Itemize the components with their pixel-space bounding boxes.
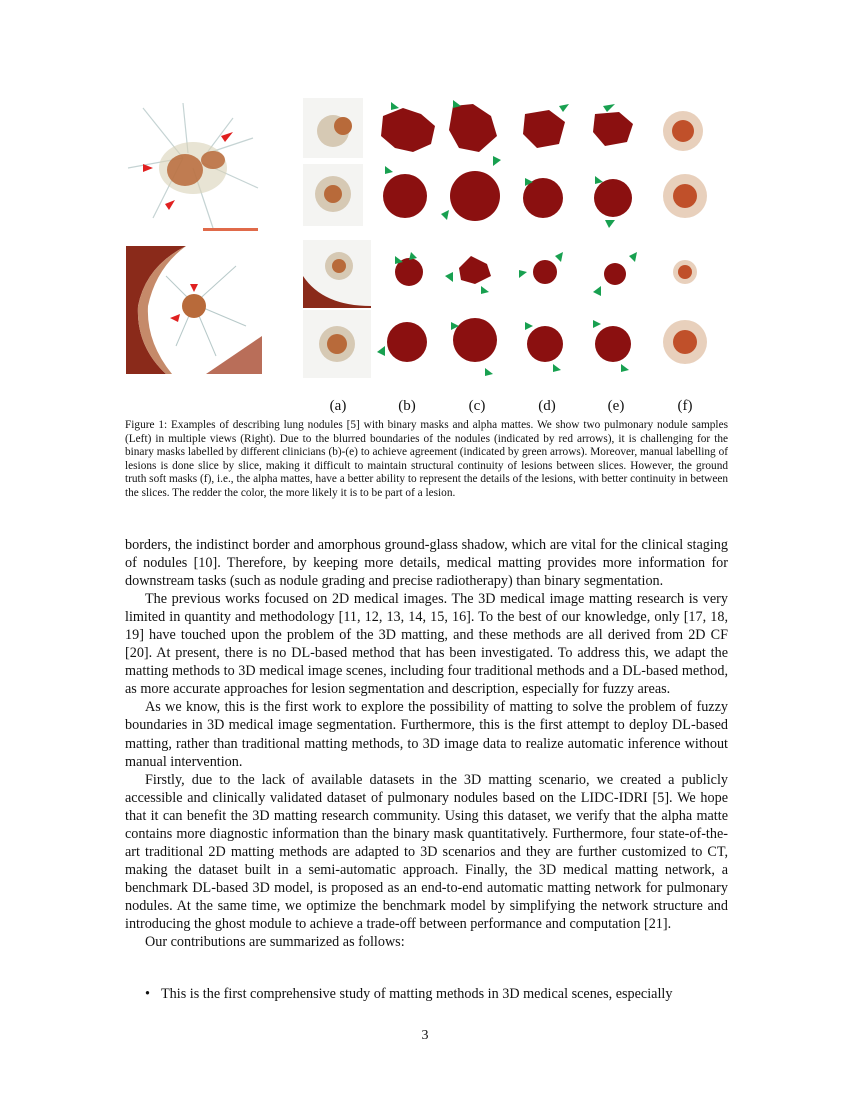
subfig-label-e: (e) xyxy=(607,398,625,414)
paragraph-4: Firstly, due to the lack of available datasets in the 3D matting scenario, we created a publicly accessible and clinically validated dataset of pulmonary nodules based on the LIDC-IDRI [5]. We hope that it can benefit the 3D matting research community. Using this dataset, we verify that the alpha matte contains more diagnostic information than the binary mask quantitatively. Furthermore, four state-of-the-art traditional 2D matting methods are adapted to 3D scenarios and they are further customized to CT, making the dataset built in a semi-automatic approach. Finally, the 3D medical matting network, a benchmark DL-based 3D model, is proposed as an end-to-end automatic matting network for pulmonary nodules. At the same time, we optimize the benchmark model by simplifying the network structure and introducing the ghost module to achieve a trade-off between performance and computation [21]. xyxy=(125,771,728,932)
multi-view-grid xyxy=(303,96,733,386)
subfig-label-f: (f) xyxy=(677,398,693,414)
ct-slice-sample-2 xyxy=(126,246,262,374)
bullet-text: This is the first comprehensive study of matting methods in 3D medical scenes, especially xyxy=(161,986,673,1002)
paragraph-1: borders, the indistinct border and amorphous ground-glass shadow, which are vital for the clinical staging of nodules [10]. Therefore, by keeping more details, medical matting provides more information for downstream tasks (such as nodule grading and precise radiotherapy) than binary segmentation. xyxy=(125,537,728,590)
subfig-label-d: (d) xyxy=(538,398,556,414)
body-text xyxy=(125,536,728,951)
subfig-label-a: (a) xyxy=(329,398,347,414)
column-a-ct-views xyxy=(303,98,371,378)
subfig-label-c: (c) xyxy=(468,398,486,414)
ct-slice-sample-1 xyxy=(123,98,263,236)
figure-1 xyxy=(118,96,738,416)
page-number: 3 xyxy=(421,1028,429,1043)
caption-text: Figure 1: Examples of describing lung nodules [5] with binary masks and alpha mattes. We show two pulmonary nodule samples (Left) in multiple views (Right). Due to the blurred boundaries of the nodules (indicated by red arrows), it is challenging for the binary masks labelled by different clinicians (b)-(e) to achieve agreement (indicated by green arrows). Moreover, manual labelling of lesions is done slice by slice, making it difficult to maintain structural continuity of lesions between slices. However, the ground truth soft masks (f), i.e., the alpha mattes, have a better ability to represent the details of the lesions, with better continuity in between the slices. The redder the color, the more likely it is to be part of a lesion. xyxy=(125,419,728,499)
bullet-icon: • xyxy=(145,986,150,1002)
column-f-alpha-mattes xyxy=(663,111,707,364)
paragraph-5: Our contributions are summarized as follows: xyxy=(145,934,405,951)
figure-caption xyxy=(125,419,728,501)
subfig-label-b: (b) xyxy=(398,398,416,414)
paragraph-3: As we know, this is the first work to explore the possibility of matting to solve the problem of fuzzy boundaries in 3D medical image segmentation. Furthermore, this is the first attempt to deploy DL-based matting, rather than traditional matting methods, to 3D image data to realize automatic inference without manual intervention. xyxy=(125,699,728,770)
paragraph-2: The previous works focused on 2D medical images. The 3D medical image matting research is very limited in quantity and methodology [11, 12, 13, 14, 15, 16]. To the best of our knowledge, only [17, 18, 19] have touched upon the problem of the 3D matting, and these methods are all derived from 2D CF [20]. At present, there is no DL-based method that has been investigated. To address this, we adapt the matting methods to 3D medical image scenes, including four traditional methods and a DL-based method, as more accurate approaches for lesion segmentation and description, especially for fuzzy areas. xyxy=(125,591,728,698)
